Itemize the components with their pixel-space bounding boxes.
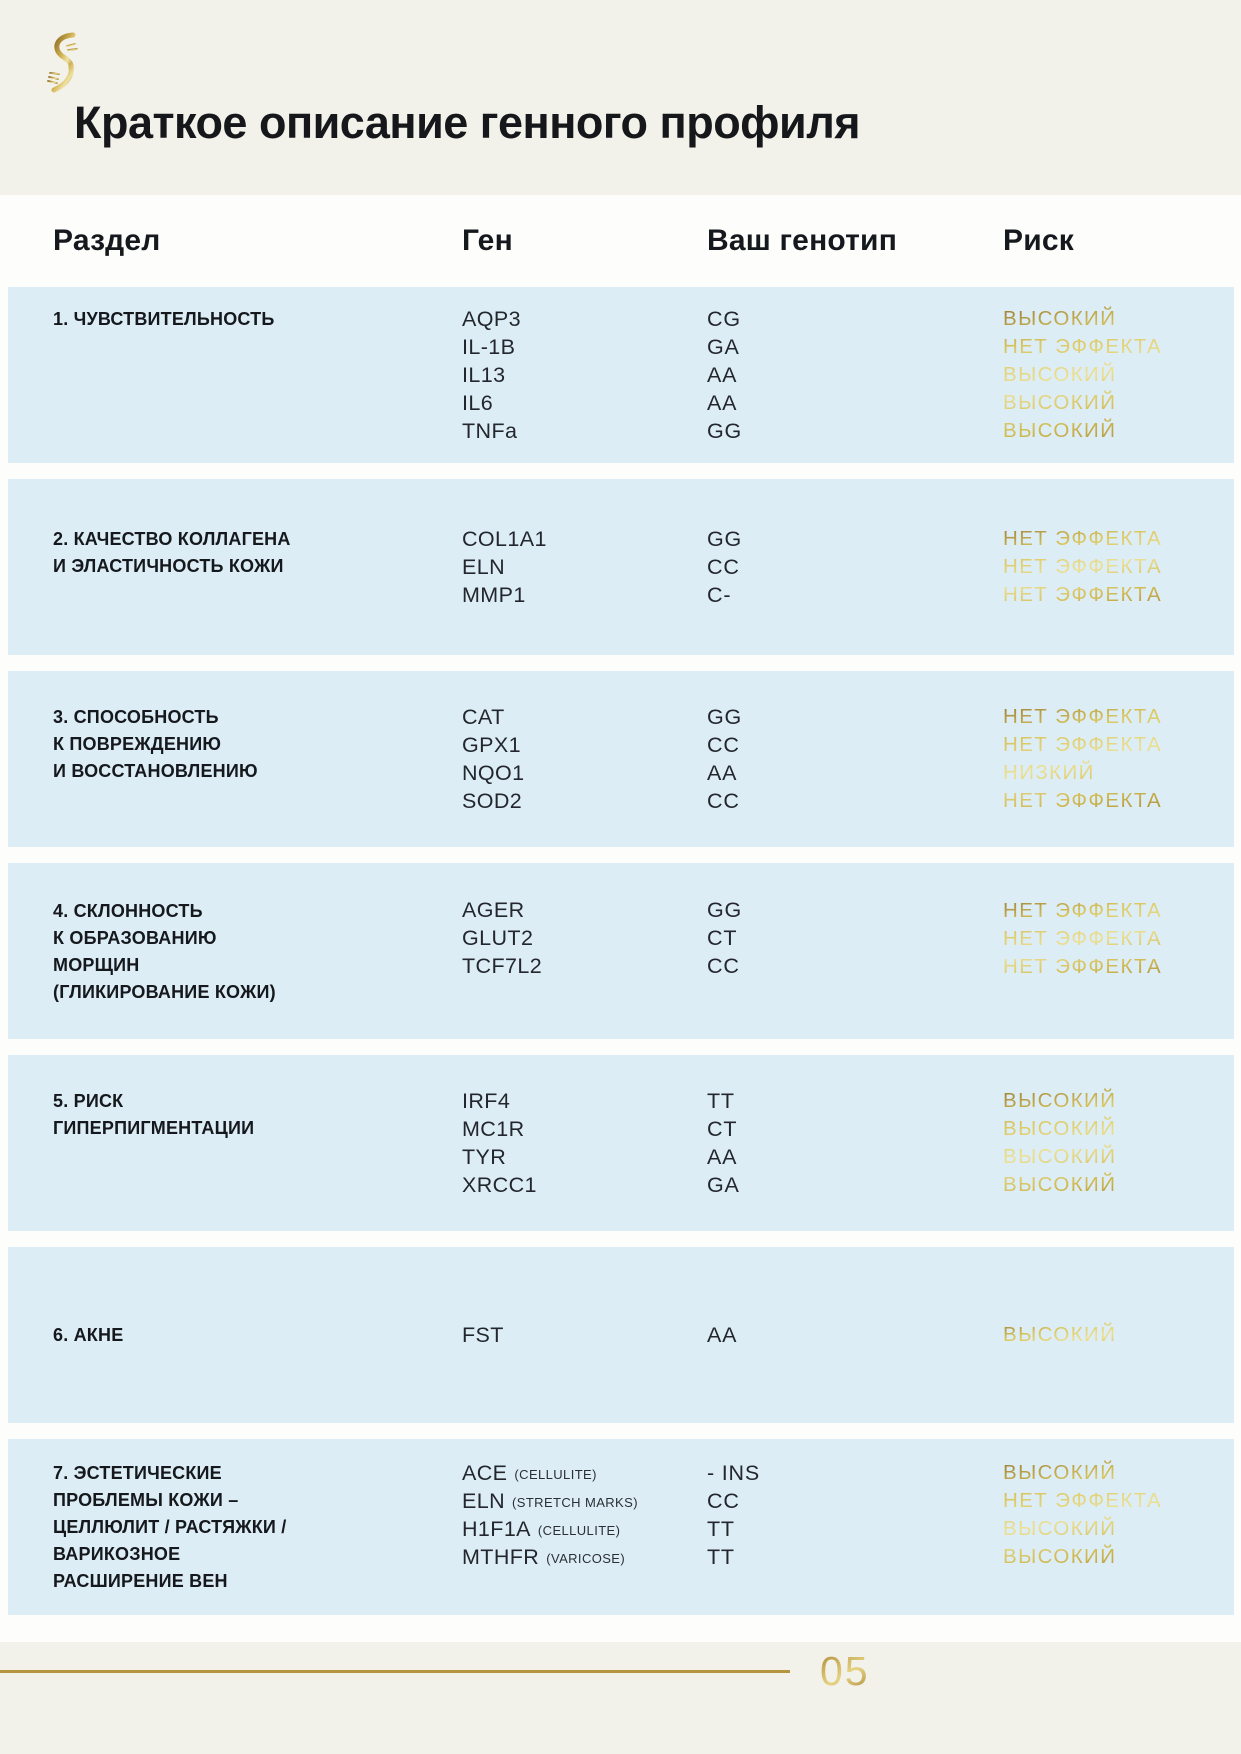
risk-value: НЕТ ЭФФЕКТА [1003, 733, 1163, 756]
gene-name: MC1R [462, 1116, 525, 1141]
section-title-line: 3. СПОСОБНОСТЬ [53, 707, 219, 727]
genotype-value: CC [707, 788, 740, 813]
genotype-col [707, 1087, 1003, 1199]
risk-value: ВЫСОКИЙ [1003, 1517, 1117, 1540]
gene-name: FST [462, 1322, 504, 1347]
gene-row [462, 1321, 707, 1349]
page-number: 05 [820, 1648, 870, 1694]
risk-value: ВЫСОКИЙ [1003, 391, 1117, 414]
gene-col [462, 897, 707, 981]
section-title-line: МОРЩИН [53, 954, 140, 975]
gene-name: H1F1A [462, 1516, 531, 1541]
gene-name: COL1A1 [462, 526, 547, 551]
gene-row [462, 1459, 707, 1487]
section-title-line: ПРОБЛЕМЫ КОЖИ – [53, 1490, 239, 1510]
genotype-value: GG [707, 704, 743, 729]
genotype-value: CC [707, 1488, 740, 1513]
risk-value: НИЗКИЙ [1003, 761, 1095, 784]
genotype-value: GG [707, 898, 743, 922]
risk-value: ВЫСОКИЙ [1003, 1145, 1117, 1168]
section-title [53, 897, 462, 1006]
section-title-line: 4. СКЛОННОСТЬ [53, 900, 203, 921]
gene-row [462, 553, 707, 581]
gene-row [462, 581, 707, 609]
section-title [53, 1087, 462, 1142]
gene-row [462, 1515, 707, 1543]
gene-sublabel: (STRETCH MARKS) [512, 1495, 638, 1510]
gene-name: IL-1B [462, 334, 516, 359]
gene-sublabel: (CELLULITE) [514, 1467, 597, 1482]
genotype-value: TT [707, 1088, 735, 1113]
gene-row [462, 333, 707, 361]
genotype-col [707, 703, 1003, 815]
gene-row [462, 925, 707, 953]
genotype-value: CG [707, 306, 741, 331]
section-title [53, 1459, 462, 1595]
gene-col [462, 703, 707, 815]
section-title-line: 6. АКНЕ [53, 1325, 124, 1345]
risk-col [1003, 897, 1234, 981]
genotype-col [707, 1459, 1003, 1571]
gene-row [462, 1115, 707, 1143]
section-title-line: ВАРИКОЗНОЕ [53, 1544, 181, 1564]
section-title [53, 525, 462, 580]
risk-value: ВЫСОКИЙ [1003, 363, 1117, 386]
risk-value: НЕТ ЭФФЕКТА [1003, 789, 1163, 812]
gene-col [462, 525, 707, 609]
section-title-line: И ВОССТАНОВЛЕНИЮ [53, 761, 258, 781]
page-title: Краткое описание генного профиля [74, 97, 861, 148]
table-header-row [0, 195, 1241, 287]
genotype-col [707, 305, 1003, 445]
genotype-value: - INS [707, 1460, 760, 1485]
gene-profile-table [0, 195, 1241, 1642]
gene-name: AGER [462, 898, 525, 922]
section-title-line: К ОБРАЗОВАНИЮ [53, 927, 217, 948]
gene-row [462, 361, 707, 389]
genotype-value: CC [707, 554, 740, 579]
header-section: Раздел [53, 224, 161, 257]
gene-col [462, 305, 707, 445]
genotype-value: CT [707, 1116, 738, 1141]
risk-value: НЕТ ЭФФЕКТА [1003, 1489, 1163, 1512]
risk-value: ВЫСОКИЙ [1003, 1323, 1117, 1346]
section-band [8, 1055, 1234, 1231]
gene-name: ACE [462, 1460, 508, 1485]
genotype-value: GA [707, 334, 740, 359]
genotype-value: AA [707, 1144, 738, 1169]
header-genotype: Ваш генотип [707, 224, 898, 257]
section-band [8, 1439, 1234, 1615]
header-risk: Риск [1003, 224, 1074, 257]
gene-row [462, 897, 707, 925]
genotype-value: GG [707, 418, 743, 443]
gene-row [462, 787, 707, 815]
gene-name: MMP1 [462, 582, 526, 607]
section-band [8, 671, 1234, 847]
risk-value: ВЫСОКИЙ [1003, 1461, 1117, 1484]
genotype-value: GG [707, 526, 743, 551]
genotype-value: C- [707, 582, 732, 607]
section-title-line: (ГЛИКИРОВАНИЕ КОЖИ) [53, 981, 276, 1002]
section-title-line: 7. ЭСТЕТИЧЕСКИЕ [53, 1463, 222, 1483]
risk-value: ВЫСОКИЙ [1003, 1117, 1117, 1140]
risk-col [1003, 305, 1234, 445]
risk-value: НЕТ ЭФФЕКТА [1003, 335, 1163, 358]
gene-sublabel: (CELLULITE) [537, 1523, 621, 1538]
genotype-value: AA [707, 1322, 738, 1347]
gene-col [462, 1321, 707, 1349]
gene-name: TNFa [462, 418, 518, 443]
section-band [8, 863, 1234, 1039]
risk-value: НЕТ ЭФФЕКТА [1003, 583, 1163, 606]
genotype-value: TT [707, 1516, 735, 1541]
gene-row [462, 1087, 707, 1115]
risk-value: ВЫСОКИЙ [1003, 1089, 1117, 1112]
genotype-value: AA [707, 760, 738, 785]
risk-value: ВЫСОКИЙ [1003, 1545, 1117, 1568]
gene-name: AQP3 [462, 306, 521, 331]
section-title-line: 1. ЧУВСТВИТЕЛЬНОСТЬ [53, 309, 275, 329]
risk-value: НЕТ ЭФФЕКТА [1003, 954, 1163, 978]
gene-name: ELN [462, 1488, 506, 1513]
gene-name: GPX1 [462, 732, 521, 757]
gene-name: TYR [462, 1144, 507, 1169]
gene-row [462, 759, 707, 787]
section-title-line: И ЭЛАСТИЧНОСТЬ КОЖИ [53, 556, 284, 576]
section-title-line: РАСШИРЕНИЕ ВЕН [53, 1571, 228, 1591]
genotype-value: AA [707, 390, 738, 415]
gene-row [462, 305, 707, 333]
risk-value: НЕТ ЭФФЕКТА [1003, 705, 1163, 728]
footer-divider-line [0, 1670, 790, 1673]
risk-value: НЕТ ЭФФЕКТА [1003, 926, 1163, 950]
gene-row [462, 389, 707, 417]
section-title [53, 305, 462, 333]
section-bands [0, 287, 1241, 1615]
risk-value: НЕТ ЭФФЕКТА [1003, 898, 1163, 922]
section-title-line: ГИПЕРПИГМЕНТАЦИИ [53, 1118, 255, 1138]
section-title-line: ЦЕЛЛЮЛИТ / РАСТЯЖКИ / [53, 1517, 287, 1537]
gene-name: SOD2 [462, 788, 523, 813]
section-band [8, 479, 1234, 655]
section-title-line: 5. РИСК [53, 1091, 124, 1111]
gene-name: CAT [462, 704, 505, 729]
gene-sublabel: (VARICOSE) [546, 1551, 626, 1566]
genotype-value: CC [707, 954, 740, 978]
gene-name: IL6 [462, 390, 494, 415]
gene-row [462, 1487, 707, 1515]
genotype-value: CT [707, 926, 738, 950]
gene-row [462, 525, 707, 553]
gene-row [462, 731, 707, 759]
genotype-col [707, 525, 1003, 609]
gene-row [462, 703, 707, 731]
genotype-value: CC [707, 732, 740, 757]
gene-col [462, 1459, 707, 1571]
gene-row [462, 953, 707, 981]
section-title-line: 2. КАЧЕСТВО КОЛЛАГЕНА [53, 529, 291, 549]
genotype-value: TT [707, 1544, 735, 1569]
risk-value: ВЫСОКИЙ [1003, 307, 1117, 330]
dna-logo-icon [44, 32, 84, 94]
risk-col [1003, 1321, 1234, 1349]
risk-value: ВЫСОКИЙ [1003, 419, 1117, 442]
genotype-value: GA [707, 1172, 740, 1197]
gene-row [462, 417, 707, 445]
risk-col [1003, 1459, 1234, 1571]
section-title [53, 1321, 462, 1349]
gene-name: IL13 [462, 362, 506, 387]
header-gene: Ген [462, 224, 513, 257]
gene-name: MTHFR [462, 1544, 540, 1569]
gene-row [462, 1171, 707, 1199]
genotype-col [707, 897, 1003, 981]
gene-row [462, 1143, 707, 1171]
genotype-col [707, 1321, 1003, 1349]
risk-col [1003, 703, 1234, 815]
gene-col [462, 1087, 707, 1199]
section-title [53, 703, 462, 785]
gene-name: NQO1 [462, 760, 525, 785]
section-band [8, 1247, 1234, 1423]
section-title-line: К ПОВРЕЖДЕНИЮ [53, 734, 222, 754]
risk-col [1003, 1087, 1234, 1199]
genotype-value: AA [707, 362, 738, 387]
gene-name: TCF7L2 [462, 954, 543, 978]
risk-value: ВЫСОКИЙ [1003, 1173, 1117, 1196]
risk-col [1003, 525, 1234, 609]
risk-value: НЕТ ЭФФЕКТА [1003, 527, 1163, 550]
risk-value: НЕТ ЭФФЕКТА [1003, 555, 1163, 578]
gene-name: IRF4 [462, 1088, 511, 1113]
gene-name: XRCC1 [462, 1172, 537, 1197]
gene-name: ELN [462, 554, 506, 579]
gene-name: GLUT2 [462, 926, 534, 950]
gene-row [462, 1543, 707, 1571]
section-band [8, 287, 1234, 463]
